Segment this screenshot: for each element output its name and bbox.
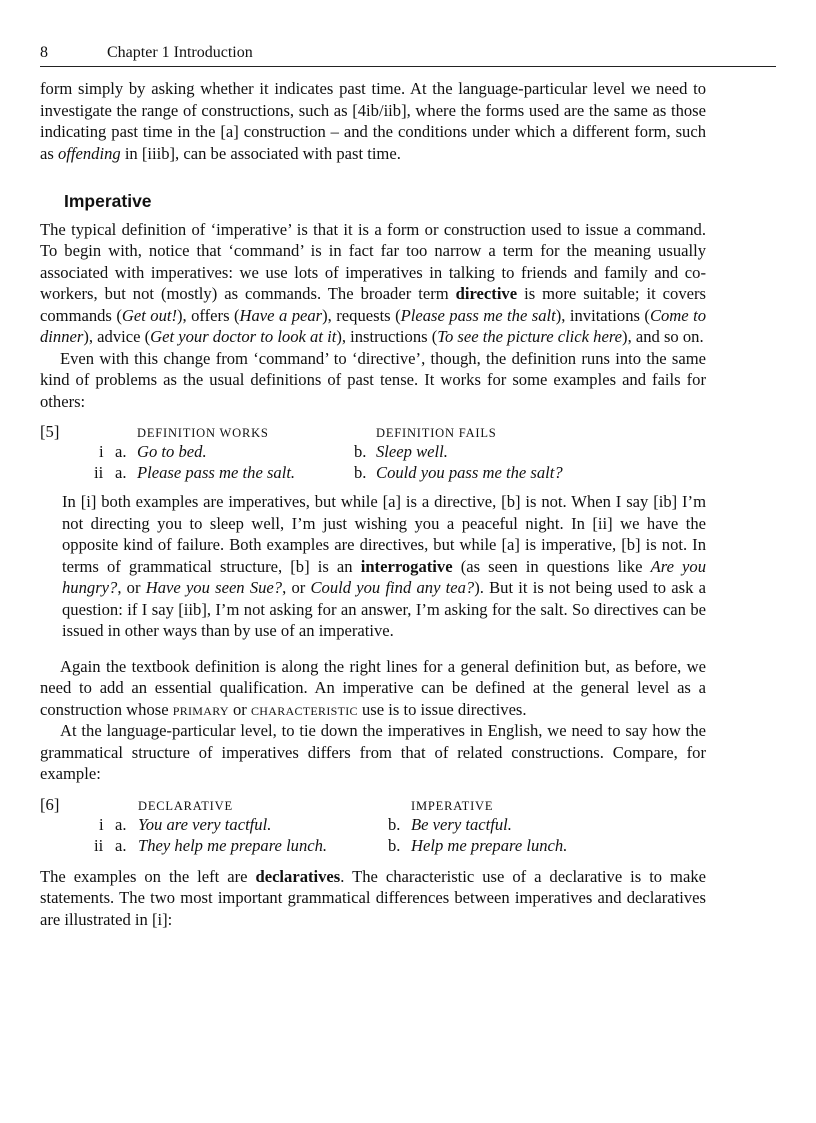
row-number: i [99, 814, 104, 834]
example-sentence: Sleep well. [376, 442, 448, 461]
item-letter: b. [388, 814, 401, 834]
item-letter: a. [115, 463, 127, 482]
running-header [40, 44, 776, 67]
column-head-a: DEFINITION WORKS [137, 426, 269, 440]
row-number: ii [94, 463, 104, 482]
item-letter: b. [388, 835, 401, 855]
item-letter: b. [354, 463, 367, 482]
paragraph-1: form simply by asking whether it indicates past time. At the language-particular level we need to investigate the range of constructions, such as [4ib/iib], where the forms used are the same as those indicating past time in the [a] construction – and the conditions under which a different form, such as offending in [iiib], can be associated with past time. [40, 79, 706, 163]
example-label: [5] [40, 422, 60, 441]
body-text [40, 78, 706, 930]
example-5 [40, 419, 706, 483]
example-sentence: Please pass me the salt. [137, 463, 296, 482]
item-letter: b. [354, 442, 367, 461]
item-letter: a. [115, 442, 127, 461]
paragraph-7: The examples on the left are declaratives. The characteristic use of a declarative is to make statements. The two most important grammatical differences between imperatives and declaratives are illustrated in [i]: [40, 866, 706, 929]
paragraph-5: Again the textbook definition is along the right lines for a general definition but, as before, we need to add an essential qualification. An imperative can be defined at the general level as a construction whose primary or characteristic use is to issue directives. [40, 656, 706, 719]
row-number: i [99, 442, 104, 461]
column-head-a: DECLARATIVE [138, 798, 233, 813]
example-sentence: Be very tactful. [411, 814, 512, 834]
row-number: ii [94, 835, 104, 855]
example-sentence: Could you pass me the salt? [376, 463, 563, 482]
example-sentence: Help me prepare lunch. [411, 835, 568, 855]
paragraph-6: At the language-particular level, to tie down the imperatives in English, we need to say how the grammatical structure of imperatives differs from that of related constructions. Compare, for example: [40, 721, 706, 783]
section-heading: Imperative [64, 191, 152, 211]
paragraph-4: In [i] both examples are imperatives, but while [a] is a directive, [b] is not. When I say [ib] I’m not directing you to sleep well, I’m just wishing you a peaceful night. In [ii] we have the opposite kind of failure. Both examples are directives, but while [a] is imperative, [b] is not. In terms of grammatical structure, [b] is an interrogative (as seen in questions like Are you hungry?, or Have you seen Sue?, or Could you find any tea?). But it is not being used to ask a question: if I say [iib], I’m not asking for an answer, I’m asking for the salt. So directives can be issued in other ways than by use of an imperative. [62, 492, 707, 640]
page-number: 8 [40, 44, 48, 61]
example-sentence: Go to bed. [137, 442, 207, 461]
column-head-b: DEFINITION FAILS [376, 426, 497, 440]
item-letter: a. [115, 835, 127, 855]
example-6 [40, 792, 706, 856]
example-sentence: They help me prepare lunch. [138, 835, 328, 855]
item-letter: a. [115, 814, 127, 834]
example-label: [6] [40, 794, 60, 814]
column-head-b: IMPERATIVE [411, 798, 494, 813]
paragraph-3: Even with this change from ‘command’ to ‘directive’, though, the definition runs into the same kind of problems as the usual definitions of past tense. It works for some examples and fails for others: [40, 348, 706, 411]
chapter-title: Chapter 1 Introduction [107, 44, 253, 61]
example-sentence: You are very tactful. [138, 814, 272, 834]
paragraph-2: The typical definition of ‘imperative’ is that it is a form or construction used to issue a command. To begin with, notice that ‘command’ is in fact far too narrow a term for the meaning usually associated with imperatives: we use lots of imperatives in talking to friends and family and co-workers, but not (mostly) as commands. The broader term directive is more suitable; it covers commands (Get out!), offers (Have a pear), requests (Please pass me the salt), invitations (Come to dinner), advice (Get your doctor to look at it), instructions (To see the picture click here), and so on. [40, 219, 707, 346]
